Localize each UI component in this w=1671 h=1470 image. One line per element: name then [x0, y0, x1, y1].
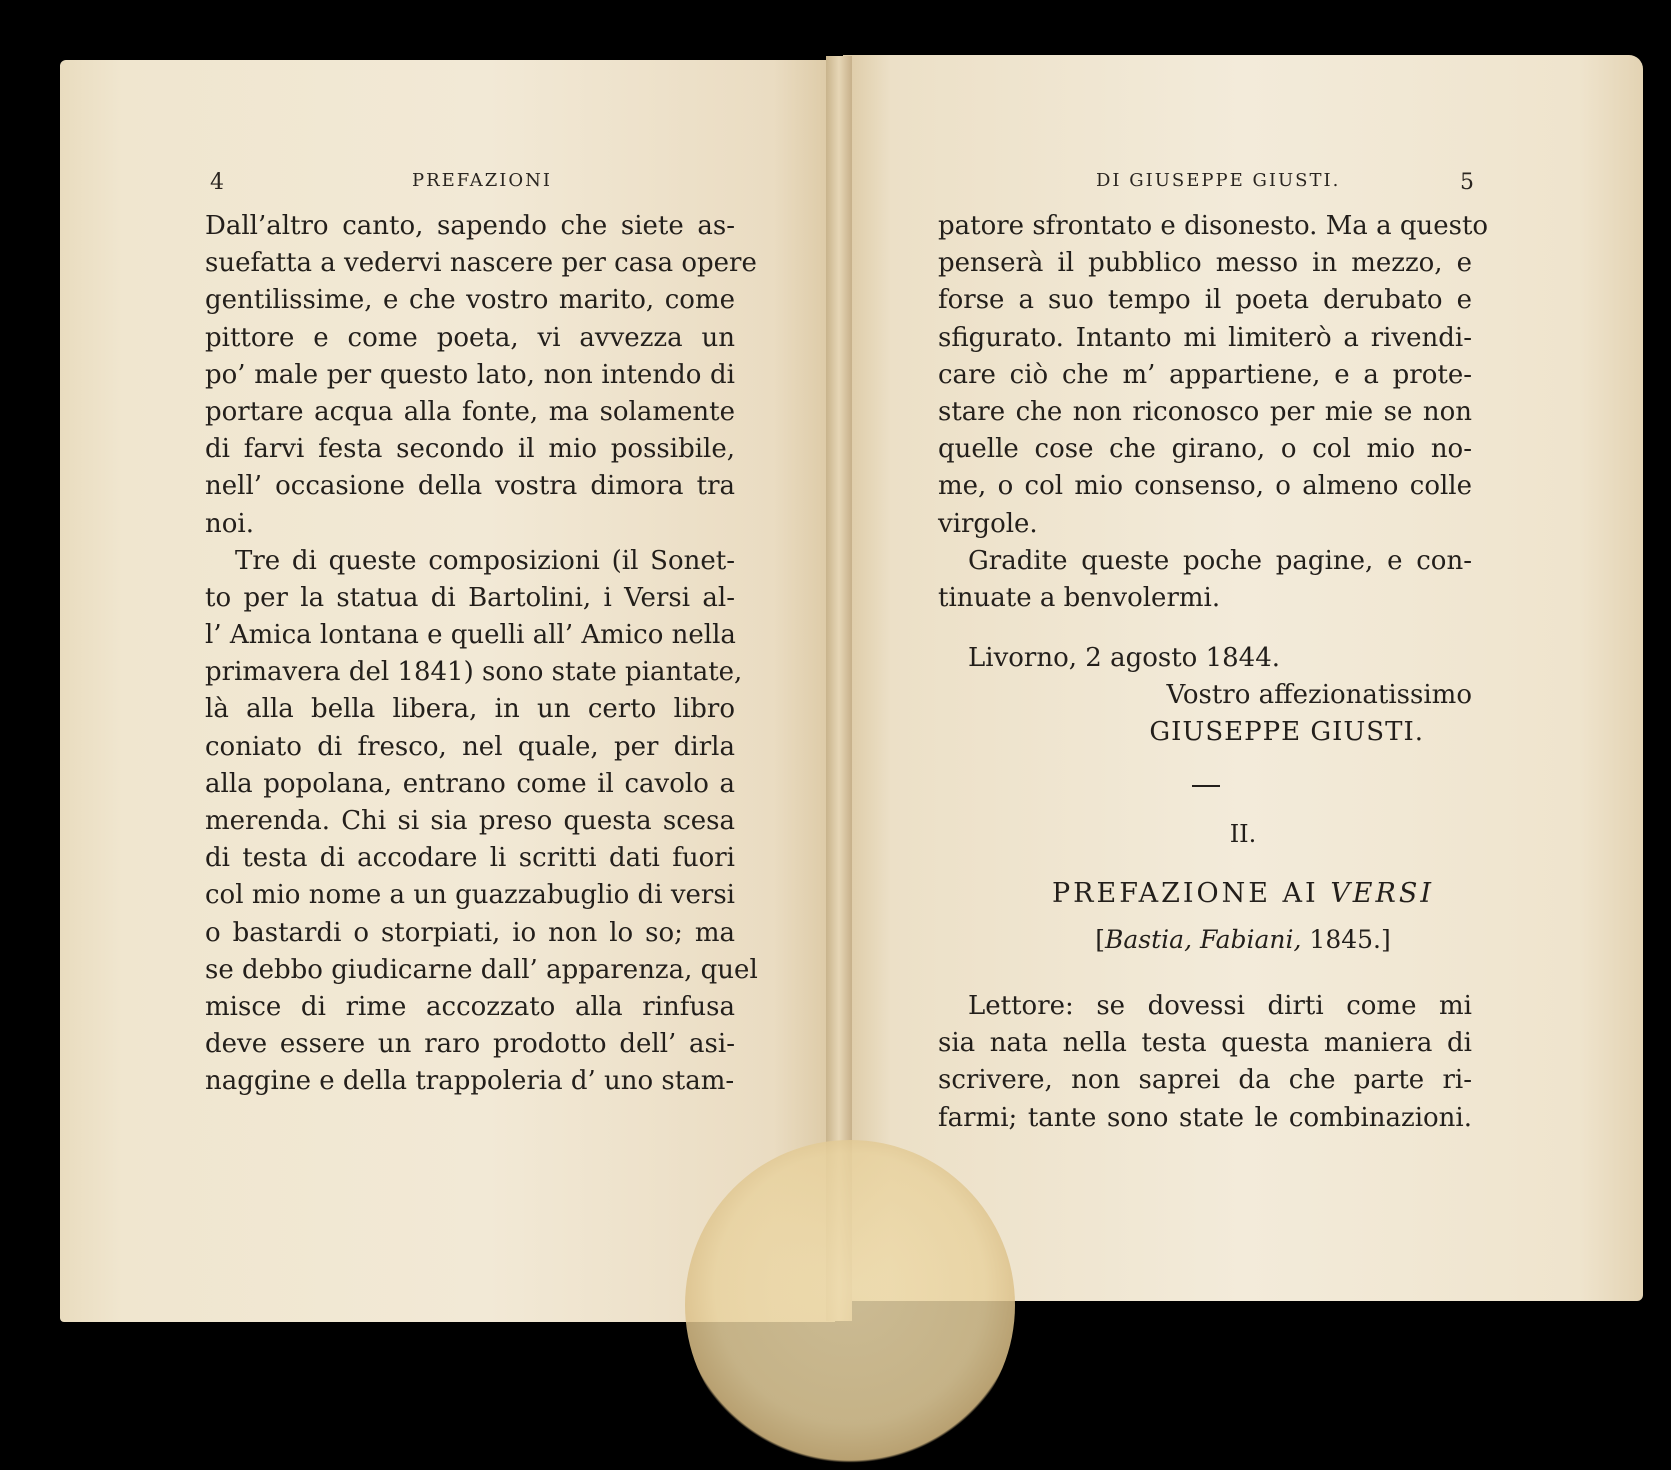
text-line: stare che non riconosco per mie se non: [938, 396, 1472, 427]
text-line: Dall’altro canto, sapendo che siete as-: [205, 211, 735, 241]
text-line: misce di rime accozzato alla rinfusa: [205, 991, 735, 1022]
text-line: scrivere, non saprei da che parte ri-: [938, 1065, 1472, 1096]
text-line: tinuate a benvolermi.: [938, 582, 1221, 613]
text-line: di farvi festa secondo il mio possibile,: [205, 434, 735, 465]
text-line: gentilissime, e che vostro marito, come: [205, 285, 735, 316]
closing-phrase: Vostro affezionatissimo: [1166, 680, 1472, 711]
text-line: là alla bella libera, in un certo libro: [205, 694, 735, 725]
text-line: patore sfrontato e disonesto. Ma a questo: [938, 211, 1489, 241]
imprint: [843, 925, 1643, 954]
text-line: Lettore: se dovessi dirti come mi: [968, 991, 1472, 1021]
text-line: nell’ occasione della vostra dimora tra: [205, 471, 735, 502]
text-line: suefatta a vedervi nascere per casa opere: [205, 248, 757, 279]
text-line: o bastardi o storpiati, io non lo so; ma: [205, 917, 735, 948]
text-line: noi.: [205, 508, 254, 539]
section-number: II.: [1229, 820, 1257, 848]
text-line: pittore e come poeta, vi avvezza un: [205, 322, 735, 353]
text-line: me, o col mio consenso, o almeno colle: [938, 471, 1472, 502]
left-running-head: PREFAZIONI: [412, 170, 552, 191]
water-stain: [685, 1140, 1015, 1470]
imprint-italic: Bastia, Fabiani,: [1105, 925, 1302, 954]
text-line: Tre di queste composizioni (il Sonet-: [235, 545, 735, 576]
text-line: Gradite queste poche pagine, e con-: [968, 545, 1472, 576]
text-line: di testa di accodare li scritti dati fuori: [205, 843, 735, 874]
text-line: sfigurato. Intanto mi limiterò a rivendi-: [938, 322, 1472, 353]
text-line: forse a suo tempo il poeta derubato e: [938, 285, 1472, 316]
signature: GIUSEPPE GIUSTI.: [1149, 717, 1424, 748]
right-running-head: DI GIUSEPPE GIUSTI.: [1096, 170, 1341, 191]
section-title: [843, 878, 1643, 909]
text-line: virgole.: [938, 508, 1038, 539]
right-page-text: [938, 208, 1489, 617]
section-title-italic: VERSI: [1330, 878, 1435, 909]
imprint-open: [: [1095, 925, 1106, 954]
text-line: po’ male per questo lato, non intendo di: [205, 359, 735, 390]
left-page-text: [205, 208, 758, 1101]
separator-rule: [1192, 785, 1220, 787]
left-page-number: 4: [210, 170, 224, 195]
place-date: Livorno, 2 agosto 1844.: [968, 643, 1281, 673]
text-line: farmi; tante sono state le combinazioni.: [938, 1102, 1472, 1133]
text-line: deve essere un raro prodotto dell’ asi-: [205, 1029, 735, 1060]
imprint-rest: 1845.]: [1301, 925, 1391, 954]
text-line: coniato di fresco, nel quale, per dirla: [205, 731, 735, 762]
right-page-number: 5: [1460, 170, 1474, 195]
text-line: to per la statua di Bartolini, i Versi al-: [205, 582, 735, 613]
section-title-plain: PREFAZIONE AI: [1051, 878, 1331, 909]
book-gutter: [826, 56, 852, 1321]
section-body: [938, 988, 1472, 1137]
text-line: sia nata nella testa questa maniera di: [938, 1028, 1472, 1059]
text-line: col mio nome a un guazzabuglio di versi: [205, 880, 735, 911]
text-line: l’ Amica lontana e quelli all’ Amico nella: [205, 620, 736, 651]
letter-closing: [938, 640, 1472, 752]
text-line: primavera del 1841) sono state piantate,: [205, 657, 743, 688]
text-line: quelle cose che girano, o col mio no-: [938, 434, 1472, 465]
text-line: alla popolana, entrano come il cavolo a: [205, 768, 735, 799]
text-line: portare acqua alla fonte, ma solamente: [205, 396, 735, 427]
text-line: penserà il pubblico messo in mezzo, e: [938, 248, 1472, 279]
text-line: se debbo giudicarne dall’ apparenza, quel: [205, 954, 758, 985]
text-line: naggine e della trappoleria d’ uno stam-: [205, 1066, 735, 1097]
text-line: care ciò che m’ appartiene, e a prote-: [938, 359, 1472, 390]
text-line: merenda. Chi si sia preso questa scesa: [205, 806, 735, 836]
